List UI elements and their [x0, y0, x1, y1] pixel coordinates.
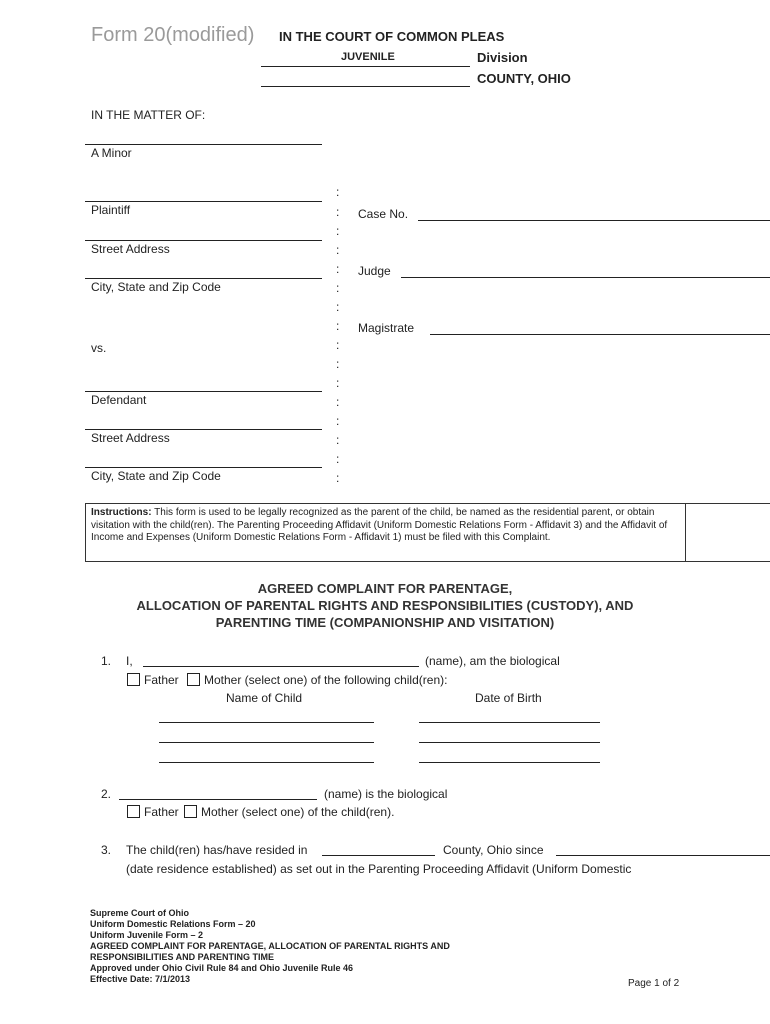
- footer-line: Uniform Domestic Relations Form – 20: [90, 919, 256, 929]
- child-name-column-header: Name of Child: [226, 691, 303, 705]
- division-label: Division: [477, 50, 528, 65]
- county-line[interactable]: [261, 86, 470, 87]
- child-dob-line[interactable]: [419, 742, 600, 743]
- item1-number: 1.: [101, 654, 112, 668]
- footer-line: Uniform Juvenile Form – 2: [90, 930, 204, 940]
- magistrate-line[interactable]: [430, 334, 770, 335]
- magistrate-label: Magistrate: [358, 321, 415, 335]
- in-the-matter-of: IN THE MATTER OF:: [91, 108, 206, 122]
- item1-prefix: I,: [126, 654, 133, 668]
- defendant-street-label: Street Address: [91, 431, 170, 445]
- caption-colon: :: [336, 319, 340, 333]
- caption-colon: :: [336, 262, 340, 276]
- item2-mother-label: Mother (select one) of the child(ren).: [201, 805, 395, 819]
- caption-colon: :: [336, 281, 340, 295]
- item2-father-checkbox[interactable]: [127, 805, 140, 818]
- defendant-street-line[interactable]: [85, 429, 322, 430]
- caption-colon: :: [336, 357, 340, 371]
- defendant-city-line[interactable]: [85, 467, 322, 468]
- item3-date-line[interactable]: [556, 855, 770, 856]
- caption-colon: :: [336, 471, 340, 485]
- footer-line: Effective Date: 7/1/2013: [90, 974, 191, 984]
- defendant-label: Defendant: [91, 393, 147, 407]
- item2-number: 2.: [101, 787, 112, 801]
- complaint-title-line1: AGREED COMPLAINT FOR PARENTAGE,: [257, 581, 513, 596]
- vs-label: vs.: [91, 341, 107, 355]
- footer-block: [90, 908, 450, 985]
- item3-county-label: County, Ohio since: [443, 843, 544, 857]
- item3-county-line[interactable]: [322, 855, 435, 856]
- plaintiff-street-label: Street Address: [91, 242, 170, 256]
- complaint-title-line3: PARENTING TIME (COMPANIONSHIP AND VISITATION): [215, 615, 555, 630]
- court-heading: IN THE COURT OF COMMON PLEAS: [279, 29, 505, 44]
- case-no-label: Case No.: [358, 207, 409, 221]
- item1-father-label: Father: [144, 673, 179, 687]
- page-number: Page 1 of 2: [628, 978, 680, 989]
- caption-colon: :: [336, 376, 340, 390]
- instructions-label: Instructions:: [91, 507, 152, 518]
- footer-line: AGREED COMPLAINT FOR PARENTAGE, ALLOCATION OF PARENTAL RIGHTS AND: [90, 941, 450, 951]
- defendant-line[interactable]: [85, 391, 322, 392]
- item2-mother-checkbox[interactable]: [184, 805, 197, 818]
- child-name-line[interactable]: [159, 762, 374, 763]
- plaintiff-city-label: City, State and Zip Code: [91, 280, 221, 294]
- caption-colon: :: [336, 338, 340, 352]
- form-label: Form 20(modified): [91, 24, 255, 46]
- item2-father-label: Father: [144, 805, 179, 819]
- instructions-side-cell: [685, 503, 770, 562]
- item1-father-checkbox[interactable]: [127, 673, 140, 686]
- instructions-text: [91, 507, 683, 545]
- complaint-title-line2: ALLOCATION OF PARENTAL RIGHTS AND RESPONSIBILITIES (CUSTODY), AND: [136, 598, 634, 613]
- child-dob-line[interactable]: [419, 762, 600, 763]
- caption-colon: :: [336, 185, 340, 199]
- case-no-line[interactable]: [418, 220, 770, 221]
- plaintiff-city-line[interactable]: [85, 278, 322, 279]
- item3-prefix: The child(ren) has/have resided in: [126, 843, 308, 857]
- child-name-line[interactable]: [159, 722, 374, 723]
- caption-colon: :: [336, 433, 340, 447]
- item1-mother-label: Mother (select one) of the following child(ren):: [204, 673, 448, 687]
- judge-label: Judge: [358, 264, 391, 278]
- division-value[interactable]: JUVENILE: [341, 51, 395, 63]
- item2-suffix: (name) is the biological: [324, 787, 448, 801]
- minor-name-line[interactable]: [85, 144, 322, 145]
- instructions-box: [85, 503, 686, 562]
- item1-mother-checkbox[interactable]: [187, 673, 200, 686]
- dob-column-header: Date of Birth: [475, 691, 542, 705]
- footer-line: RESPONSIBILITIES AND PARENTING TIME: [90, 952, 275, 962]
- plaintiff-street-line[interactable]: [85, 240, 322, 241]
- child-name-line[interactable]: [159, 742, 374, 743]
- plaintiff-label: Plaintiff: [91, 203, 131, 217]
- item1-suffix: (name), am the biological: [425, 654, 560, 668]
- item1-name-line[interactable]: [143, 666, 419, 667]
- caption-colon: :: [336, 452, 340, 466]
- county-label: COUNTY, OHIO: [477, 71, 571, 86]
- caption-colon: :: [336, 224, 340, 238]
- caption-colon: :: [336, 243, 340, 257]
- minor-label: A Minor: [91, 146, 132, 160]
- caption-colon: :: [336, 205, 340, 219]
- plaintiff-line[interactable]: [85, 201, 322, 202]
- item3-line2: (date residence established) as set out in the Parenting Proceeding Affidavit (Uniform Domestic: [126, 862, 632, 876]
- defendant-city-label: City, State and Zip Code: [91, 469, 221, 483]
- division-line: [261, 66, 470, 67]
- caption-colon: :: [336, 300, 340, 314]
- instructions-body: This form is used to be legally recognized as the parent of the child, be named as the residential parent, or obtain visitation with the child(ren). The Parenting Proceeding Affidavit (Uniform Domestic Relations Form - Affidavit 3) and the Affidavit of Income and Expenses (Uniform Domestic Relations Form - Affidavit 1) must be filed with this Complaint.: [91, 507, 668, 543]
- item3-number: 3.: [101, 843, 112, 857]
- footer-line: Supreme Court of Ohio: [90, 908, 189, 918]
- footer-line: Approved under Ohio Civil Rule 84 and Ohio Juvenile Rule 46: [90, 963, 354, 973]
- caption-colon: :: [336, 395, 340, 409]
- caption-colon: :: [336, 414, 340, 428]
- judge-line[interactable]: [401, 277, 770, 278]
- child-dob-line[interactable]: [419, 722, 600, 723]
- item2-name-line[interactable]: [119, 799, 317, 800]
